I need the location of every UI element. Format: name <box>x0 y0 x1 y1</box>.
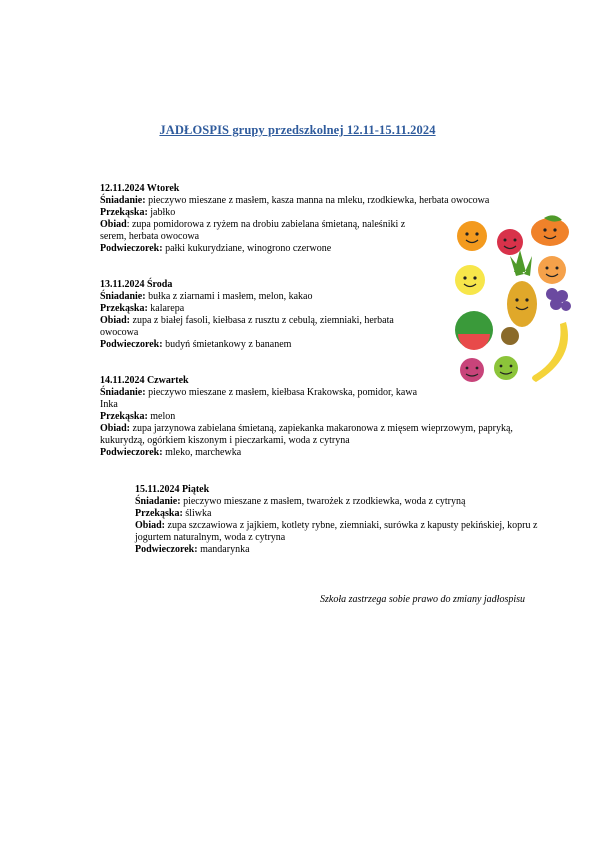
breakfast-line <box>135 496 565 508</box>
lunch-text: zupa szczawiowa z jajkiem, kotlety rybne, ziemniaki, surówka z kapusty pekińskiej, kopru z jogurtem naturalnym, woda z cytryna <box>135 520 538 543</box>
snack-text: jabłko <box>147 207 176 218</box>
day-header: 14.11.2024 Czwartek <box>100 375 189 386</box>
breakfast-line <box>100 291 430 303</box>
lunch-label: Obiad: <box>100 315 131 326</box>
breakfast-text: pieczywo mieszane z masłem, kiełbasa Krakowska, pomidor, kawa Inka <box>100 387 418 410</box>
pineapple-icon <box>507 281 537 327</box>
breakfast-label: Śniadanie: <box>100 291 146 302</box>
day-menu-friday <box>135 484 565 556</box>
afternoon-snack-label: Podwieczorek: <box>100 447 163 458</box>
breakfast-line <box>100 387 430 411</box>
afternoon-snack-text: pałki kukurydziane, winogrono czerwone <box>162 243 332 254</box>
lunch-line <box>100 219 430 243</box>
day-header: 12.11.2024 Wtorek <box>100 183 180 194</box>
pomegranate-icon <box>497 229 523 255</box>
lemon-icon <box>455 265 485 295</box>
snack-label: Przekąska: <box>100 411 148 422</box>
lime-icon <box>494 356 518 380</box>
lunch-text: zupa z białej fasoli, kiełbasa z rusztu z cebulą, ziemniaki, herbata owocowa <box>100 315 394 338</box>
afternoon-snack-label: Podwieczorek: <box>100 243 163 254</box>
afternoon-snack-label: Podwieczorek: <box>100 339 163 350</box>
plum-icon <box>460 358 484 382</box>
page-title: JADŁOSPIS grupy przedszkolnej 12.11-15.11.2024 <box>159 123 436 137</box>
afternoon-snack-text: mleko, marchewka <box>162 447 242 458</box>
mango-icon <box>531 218 569 246</box>
breakfast-line <box>100 195 520 207</box>
snack-line <box>100 303 430 315</box>
lunch-label: Obiad: <box>135 520 166 531</box>
lunch-text: zupa jarzynowa zabielana śmietaną, zapiekanka makaronowa z mięsem wieprzowym, papryką, kukurydzą, ogórkiem kiszonym i pieczarkami, woda z cytryna <box>100 423 513 446</box>
breakfast-label: Śniadanie: <box>135 496 181 507</box>
kiwi-icon <box>501 327 519 345</box>
breakfast-text: bułka z ziarnami i masłem, melon, kakao <box>145 291 313 302</box>
lunch-line <box>100 315 430 339</box>
afternoon-snack-line <box>135 544 565 556</box>
orange-icon <box>457 221 487 251</box>
snack-text: kalarepa <box>147 303 185 314</box>
lunch-label: Obiad: <box>100 423 131 434</box>
watermelon-slice-icon <box>458 334 490 350</box>
afternoon-snack-line <box>100 339 430 351</box>
breakfast-text: pieczywo mieszane z masłem, twarożek z rzodkiewka, woda z cytryną <box>180 496 466 507</box>
snack-label: Przekąska: <box>100 303 148 314</box>
lunch-text: : zupa pomidorowa z ryżem na drobiu zabielana śmietaną, naleśniki z serem, herbata owocowa <box>100 219 406 242</box>
afternoon-snack-line <box>100 447 540 459</box>
lunch-line <box>135 520 565 544</box>
cartoon-fruits-image <box>448 210 578 390</box>
afternoon-snack-text: mandarynka <box>197 544 250 555</box>
breakfast-text: pieczywo mieszane z masłem, kasza manna na mleku, rzodkiewka, herbata owocowa <box>145 195 490 206</box>
banana-icon <box>532 322 568 382</box>
afternoon-snack-text: budyń śmietankowy z bananem <box>162 339 292 350</box>
breakfast-label: Śniadanie: <box>100 195 146 206</box>
snack-label: Przekąska: <box>100 207 148 218</box>
snack-label: Przekąska: <box>135 508 183 519</box>
lunch-label: Obiad <box>100 219 127 230</box>
snack-text: śliwka <box>182 508 212 519</box>
disclaimer-note: Szkoła zastrzega sobie prawo do zmiany jadłospisu <box>320 594 526 605</box>
grape-icon <box>546 288 571 311</box>
lunch-line <box>100 423 540 447</box>
day-header: 15.11.2024 Piątek <box>135 484 210 495</box>
day-menu-wednesday <box>100 279 430 351</box>
peach-icon <box>538 256 566 284</box>
day-header: 13.11.2024 Środa <box>100 279 173 290</box>
breakfast-label: Śniadanie: <box>100 387 146 398</box>
afternoon-snack-label: Podwieczorek: <box>135 544 198 555</box>
snack-text: melon <box>147 411 176 422</box>
snack-line <box>100 411 540 423</box>
snack-line <box>135 508 565 520</box>
